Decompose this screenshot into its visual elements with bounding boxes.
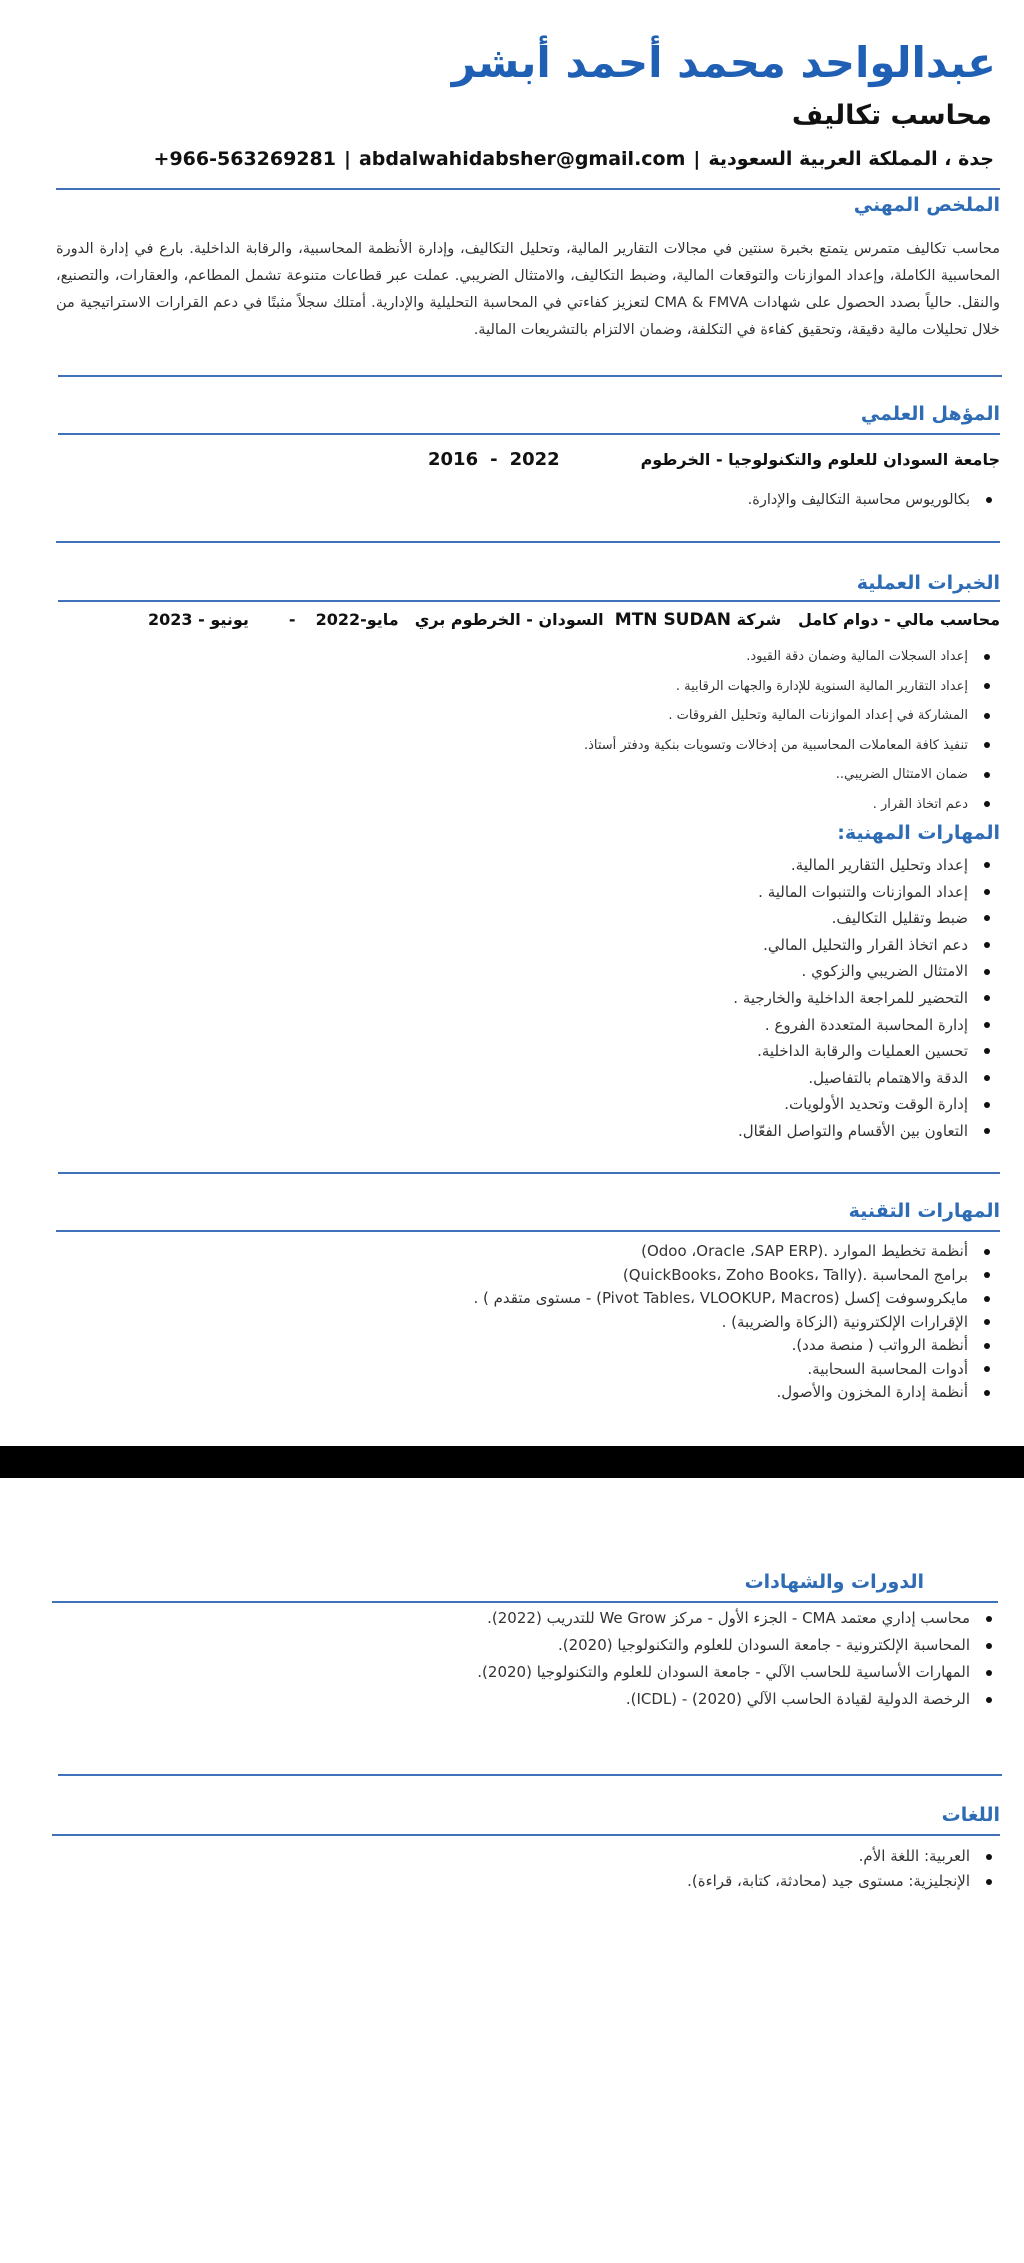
list-item: مايكروسوفت إكسل (Pivot Tables، VLOOKUP، Macros) - مستوى متقدم ) . [473,1287,994,1311]
contact-location: جدة ، المملكة العربية السعودية [708,148,994,170]
courses-heading: الدورات والشهادات [744,1571,924,1593]
list-item: ضمان الامتثال الضريبي.. [584,760,994,790]
list-item: دعم اتخاذ القرار والتحليل المالي. [733,932,994,959]
list-item: العربية: اللغة الأم. [687,1844,996,1869]
education-list [748,489,996,511]
bullet-icon [984,1022,990,1028]
bullet-icon [984,713,990,719]
list-item: الدقة والاهتمام بالتفاصيل. [733,1065,994,1092]
list-item: إعداد التقارير المالية السنوية للإدارة والجهات الرقابية . [584,672,994,702]
contact-email: abdalwahidabsher@gmail.com [358,148,686,170]
experience-heading: الخبرات العملية [856,572,1000,594]
bullet-icon [984,1249,990,1255]
bullet-icon [986,1670,992,1676]
list-item: الرخصة الدولية لقيادة الحاسب الآلي (2020) - (ICDL). [477,1686,996,1713]
list-item: التعاون بين الأقسام والتواصل الفعّال. [733,1118,994,1145]
bullet-icon [986,1854,992,1860]
bullet-icon [984,995,990,1001]
bullet-icon [984,1343,990,1349]
list-item: إعداد وتحليل التقارير المالية. [733,852,994,879]
bullet-icon [984,942,990,948]
bullet-icon [984,862,990,868]
divider [56,1230,1000,1232]
list-item: أنظمة الرواتب ( منصة مدد). [473,1334,994,1358]
job-date-sep: - [288,610,296,629]
languages-list [687,1844,996,1894]
job-title: محاسب مالي - دوام كامل [797,610,1000,629]
bullet-icon [984,801,990,807]
education-school: جامعة السودان للعلوم والتكنولوجيا - الخرطوم [640,450,1000,469]
list-item: المحاسبة الإلكترونية - جامعة السودان للعلوم والتكنولوجيا (2020). [477,1632,996,1659]
bullet-icon [984,683,990,689]
divider [52,1834,1000,1836]
bullet-icon [984,1366,990,1372]
job-date-start: مايو-2022 [315,610,399,629]
list-item: أنظمة إدارة المخزون والأصول. [473,1381,994,1405]
list-item: إدارة المحاسبة المتعددة الفروع . [733,1012,994,1039]
job-place: السودان - الخرطوم بري [414,610,604,629]
duties-list [584,642,994,819]
bullet-icon [986,1616,992,1622]
education-year-start: 2016 [428,449,479,470]
list-item: دعم اتخاذ القرار . [584,790,994,820]
education-years [422,449,566,470]
bullet-icon [984,1272,990,1278]
bullet-icon [984,1390,990,1396]
list-item: إعداد الموازنات والتنبوات المالية . [733,879,994,906]
candidate-title: محاسب تكاليف [791,100,992,131]
bullet-icon [986,497,992,503]
list-item: برامج المحاسبة (QuickBooks، Zoho Books، Tally). [473,1264,994,1288]
education-year-end: 2022 [509,449,560,470]
bullet-icon [986,1643,992,1649]
technical-list [473,1240,994,1405]
list-item: أدوات المحاسبة السحابية. [473,1358,994,1382]
candidate-name: عبدالواحد محمد أحمد أبشر [451,38,996,87]
bullet-icon [986,1697,992,1703]
bullet-icon [984,889,990,895]
bullet-icon [984,915,990,921]
divider [58,1172,1000,1174]
bullet-icon [984,1102,990,1108]
courses-list [477,1605,996,1713]
list-item: تحسين العمليات والرقابة الداخلية. [733,1038,994,1065]
education-heading: المؤهل العلمي [860,403,1000,425]
bullet-icon [984,772,990,778]
divider [52,1601,998,1603]
list-item: الامتثال الضريبي والزكوي . [733,958,994,985]
bullet-icon [984,1296,990,1302]
skills-list [733,852,994,1145]
divider [56,188,1000,190]
divider [56,541,1000,543]
bullet-icon [984,654,990,660]
skills-heading: المهارات المهنية: [837,822,1000,844]
contact-line [154,148,994,170]
bullet-icon [984,1128,990,1134]
divider [58,1774,1002,1776]
list-item: إعداد السجلات المالية وضمان دقة القيود. [584,642,994,672]
bullet-icon [984,969,990,975]
page-break [0,1446,1024,1478]
contact-separator: | [343,148,351,170]
contact-separator: | [693,148,701,170]
list-item: الإقرارات الإلكترونية (الزكاة والضريبة) . [473,1311,994,1335]
technical-heading: المهارات التقنية [848,1200,1000,1222]
list-item: التحضير للمراجعة الداخلية والخارجية . [733,985,994,1012]
list-item: محاسب إداري معتمد CMA - الجزء الأول - مركز We Grow للتدريب (2022). [477,1605,996,1632]
bullet-icon [984,1075,990,1081]
contact-phone: +966-563269281 [153,148,336,170]
bullet-icon [984,742,990,748]
list-item: ضبط وتقليل التكاليف. [733,905,994,932]
bullet-icon [984,1319,990,1325]
job-header [415,610,1000,630]
job-date-end: يونيو - 2023 [148,610,249,629]
divider [58,375,1002,377]
list-item: الإنجليزية: مستوى جيد (محادثة، كتابة، قراءة). [687,1869,996,1894]
education-year-sep: - [490,449,498,470]
summary-heading: الملخص المهني [853,194,1000,216]
list-item: تنفيذ كافة المعاملات المحاسبية من إدخالات وتسويات بنكية ودفتر أستاذ. [584,731,994,761]
languages-heading: اللغات [941,1804,1000,1826]
divider [58,600,1000,602]
bullet-icon [986,1879,992,1885]
job-dates [128,610,399,629]
list-item: بكالوريوس محاسبة التكاليف والإدارة. [748,489,996,511]
list-item: أنظمة تخطيط الموارد (Odoo ،Oracle ،SAP ERP). [473,1240,994,1264]
bullet-icon [984,1048,990,1054]
divider [58,433,1000,435]
list-item: المشاركة في إعداد الموازنات المالية وتحليل الفروقات . [584,701,994,731]
list-item: المهارات الأساسية للحاسب الآلي - جامعة السودان للعلوم والتكنولوجيا (2020). [477,1659,996,1686]
list-item: إدارة الوقت وتحديد الأولويات. [733,1091,994,1118]
company-name: MTN SUDAN [614,610,731,630]
summary-text: محاسب تكاليف متمرس يتمتع بخبرة سنتين في مجالات التقارير المالية، وتحليل التكاليف، وإدارة الأنظمة المحاسبية، والرقابة الداخلية. بارع في إدارة الدورة المحاسبية الكاملة، وإعداد الموازنات والتوقعات المالية، وضبط التكاليف، والامتثال الضريبي. عملت عبر قطاعات متنوعة تشمل المطاعم، والعقارات، والتصنيع، والنقل. حالياً بصدد الحصول على شهادات CMA & FMVA لتعزيز كفاءتي في المحاسبة التحليلية والإدارية. أمتلك سجلاً مثبتًا في دعم القرارات الاستراتيجية من خلال تحليلات مالية دقيقة، وتحقيق كفاءة في التكلفة، وضمان الالتزام بالتشريعات المالية. [56,241,1001,338]
company-prefix: شركة [736,610,782,629]
